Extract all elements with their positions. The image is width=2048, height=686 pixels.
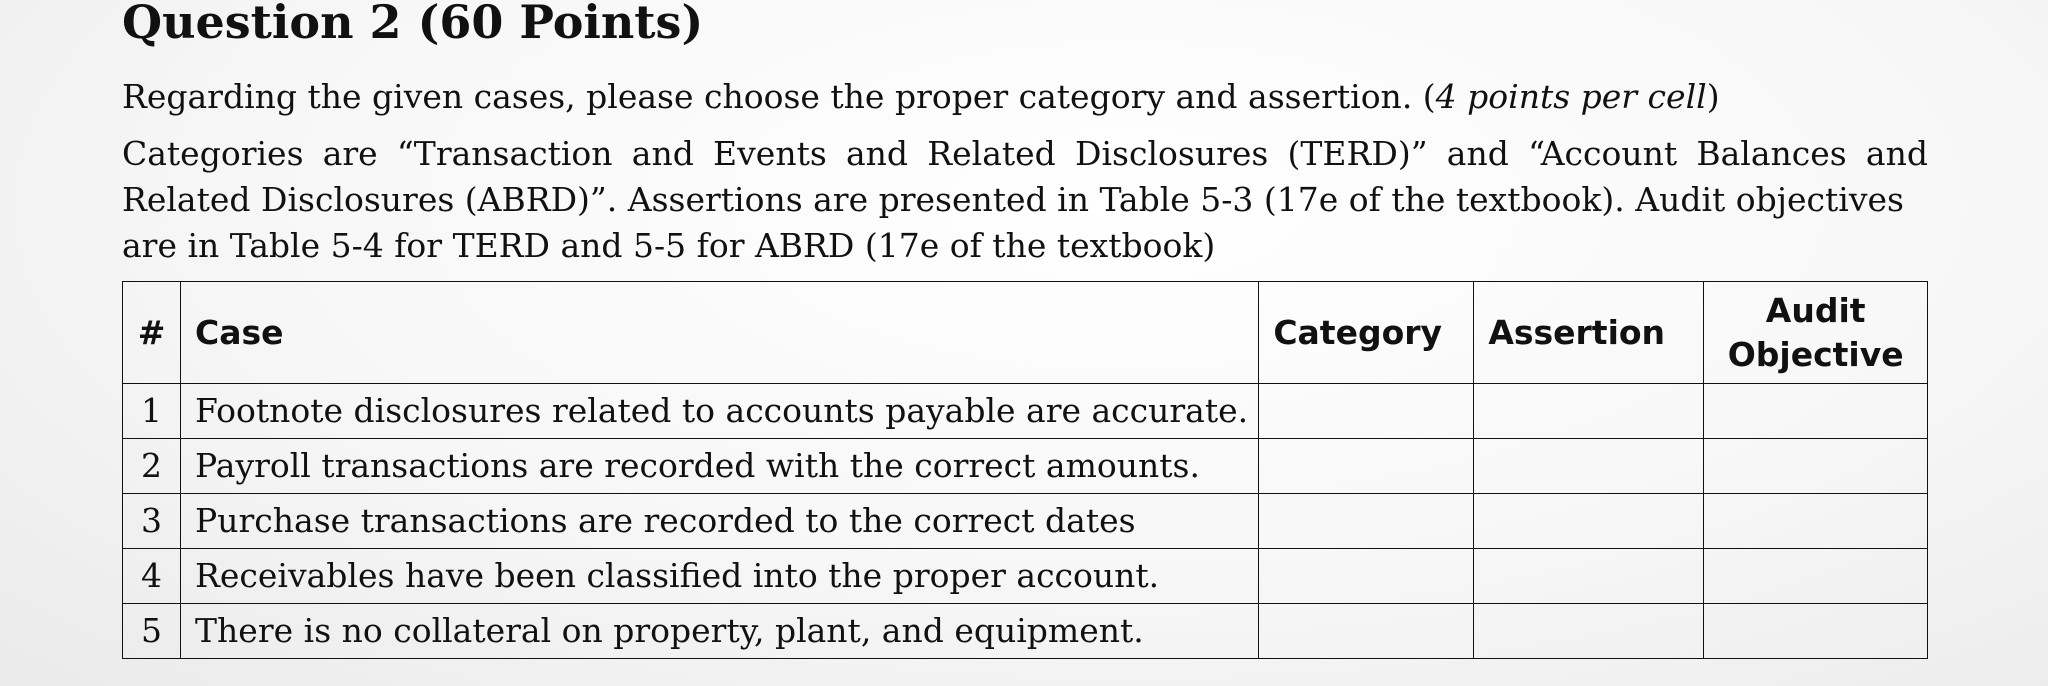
category-cell[interactable] [1259,384,1474,439]
header-assertion: Assertion [1474,282,1704,384]
table-row [123,384,1928,439]
cases-table [122,281,1928,659]
row-case: Payroll transactions are recorded with the correct amounts. [181,439,1259,494]
table-row [123,549,1928,604]
row-number: 3 [123,494,181,549]
audit-objective-cell[interactable] [1704,384,1928,439]
categories-line-3: are in Table 5-4 for TERD and 5-5 for ABRD (17e of the textbook) [122,226,1216,265]
category-cell[interactable] [1259,439,1474,494]
table-header-row [123,282,1928,384]
category-cell[interactable] [1259,604,1474,659]
table-row [123,494,1928,549]
categories-line-1: Categories are “Transaction and Events and Related Disclosures (TERD)” and “Account Balances and [122,134,1928,173]
category-cell[interactable] [1259,494,1474,549]
row-case: Receivables have been classified into the proper account. [181,549,1259,604]
instruction-line [122,74,1928,120]
audit-objective-cell[interactable] [1704,439,1928,494]
row-number: 5 [123,604,181,659]
assertion-cell[interactable] [1474,494,1704,549]
category-cell[interactable] [1259,549,1474,604]
row-number: 4 [123,549,181,604]
header-audit-line-1: Audit [1765,290,1866,330]
header-audit-line-2: Objective [1727,334,1904,374]
row-case: Purchase transactions are recorded to the correct dates [181,494,1259,549]
audit-objective-cell[interactable] [1704,604,1928,659]
instruction-close-paren: ) [1706,77,1720,116]
header-category: Category [1259,282,1474,384]
instruction-text: Regarding the given cases, please choose the proper category and assertion. ( [122,77,1436,116]
assertion-cell[interactable] [1474,549,1704,604]
row-case: There is no collateral on property, plant, and equipment. [181,604,1259,659]
categories-line-2: Related Disclosures (ABRD)”. Assertions are presented in Table 5-3 (17e of the textbook). Audit objectives [122,180,1904,219]
table-row [123,604,1928,659]
row-case: Footnote disclosures related to accounts payable are accurate. [181,384,1259,439]
header-audit-objective [1704,282,1928,384]
header-number: # [123,282,181,384]
assertion-cell[interactable] [1474,439,1704,494]
assertion-cell[interactable] [1474,604,1704,659]
row-number: 2 [123,439,181,494]
categories-paragraph [122,131,1928,269]
table-row [123,439,1928,494]
row-number: 1 [123,384,181,439]
header-case: Case [181,282,1259,384]
points-per-cell-note: 4 points per cell [1435,77,1707,116]
assertion-cell[interactable] [1474,384,1704,439]
audit-objective-cell[interactable] [1704,494,1928,549]
audit-objective-cell[interactable] [1704,549,1928,604]
question-title: Question 2 (60 Points) [122,0,704,49]
